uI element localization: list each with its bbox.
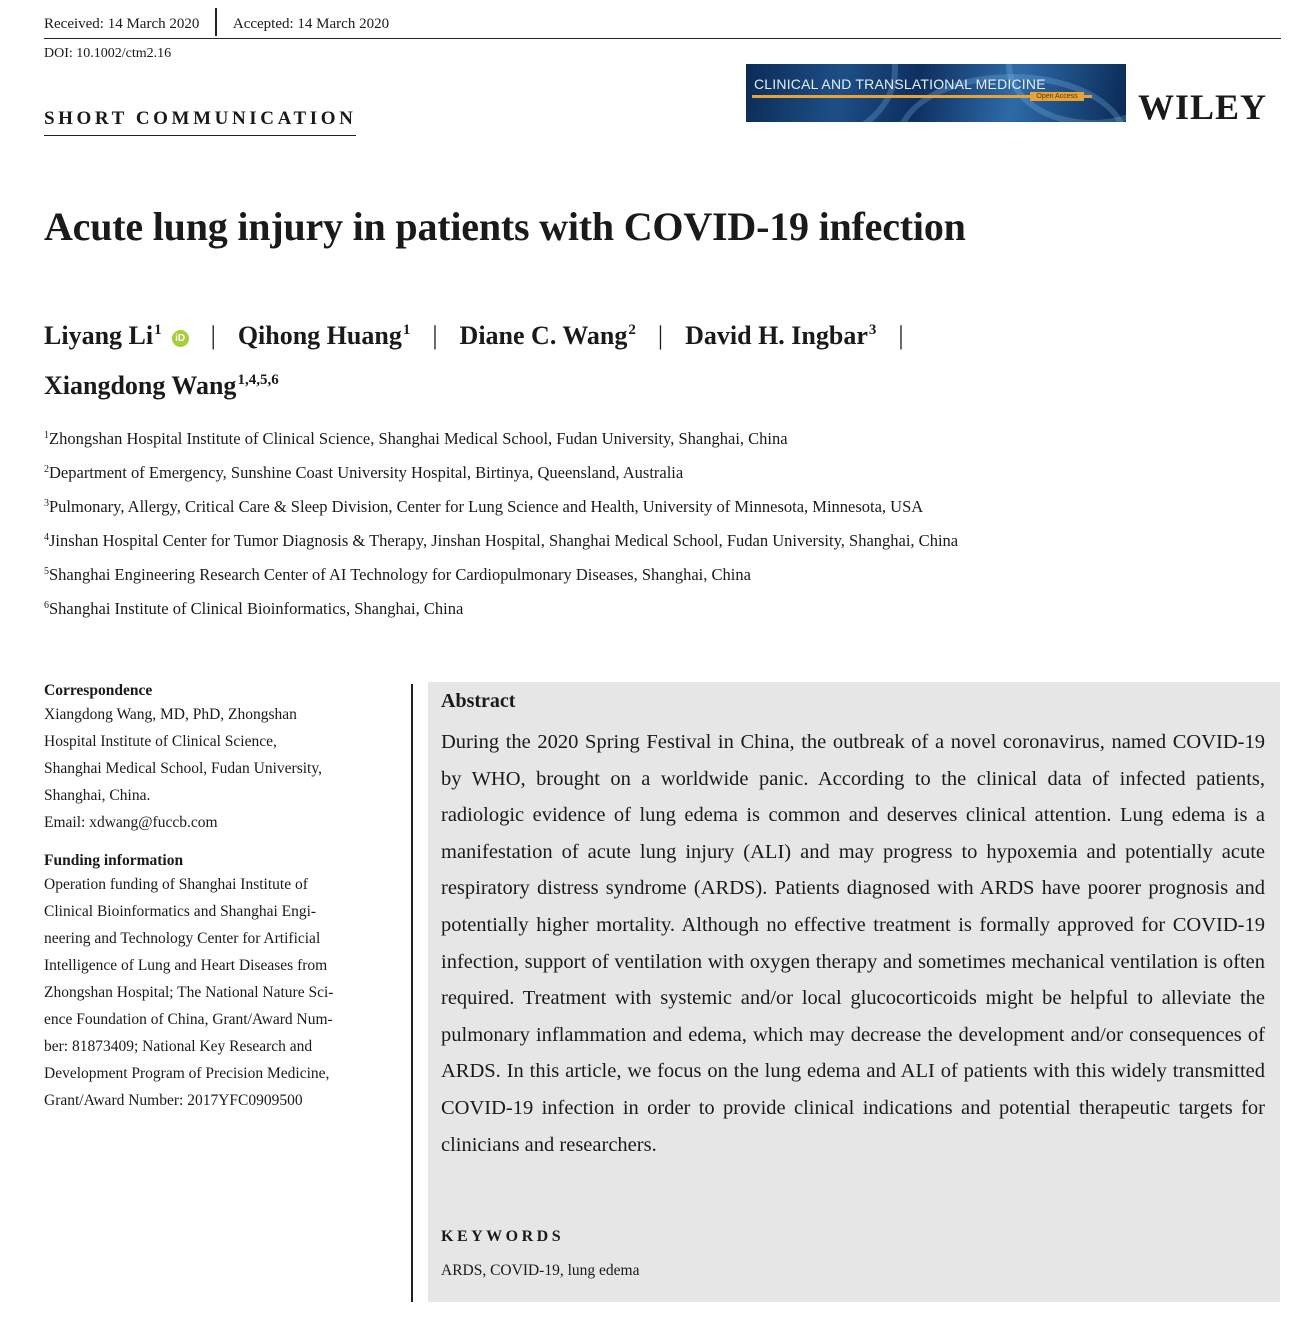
article-type: SHORT COMMUNICATION xyxy=(44,108,356,136)
abstract-box xyxy=(428,682,1280,1302)
correspondence-block xyxy=(44,682,404,836)
funding-heading: Funding information xyxy=(44,852,184,869)
correspondence-email[interactable]: Email: xdwang@fuccb.com xyxy=(44,814,218,831)
article-title: Acute lung injury in patients with COVID-19 infection xyxy=(44,204,966,249)
author-separator: | xyxy=(210,321,216,350)
accepted-date: Accepted: 14 March 2020 xyxy=(232,15,390,32)
affiliation: $^6$Shanghai Institute of Clinical Bioinformatics, Shanghai, China xyxy=(44,599,464,618)
author[interactable]: Liyang Li$^1$ xyxy=(44,321,162,350)
funding-line: ber: 81873409; National Key Research and xyxy=(44,1038,313,1055)
author-list xyxy=(44,308,926,408)
correspondence-heading: Correspondence xyxy=(44,682,153,699)
column-divider xyxy=(411,684,413,1302)
author[interactable]: Qihong Huang$^1$ xyxy=(237,321,411,350)
affiliation: $^5$Shanghai Engineering Research Center of AI Technology for Cardiopulmonary Diseases, Shanghai, China xyxy=(44,565,751,584)
journal-banner[interactable] xyxy=(746,64,1126,122)
correspondence-line: Shanghai, China. xyxy=(44,787,151,804)
author[interactable]: David H. Ingbar$^3$ xyxy=(685,321,877,350)
dates-divider xyxy=(215,8,217,36)
funding-line: Intelligence of Lung and Heart Diseases from xyxy=(44,957,328,974)
banner-swirl xyxy=(746,64,898,122)
keywords-heading: KEYWORDS xyxy=(441,1228,565,1245)
doi[interactable]: DOI: 10.1002/ctm2.16 xyxy=(44,46,172,61)
orcid-icon[interactable]: iD xyxy=(172,330,189,347)
journal-name: CLINICAL AND TRANSLATIONAL MEDICINE xyxy=(754,76,1046,92)
funding-line: Grant/Award Number: 2017YFC0909500 xyxy=(44,1092,303,1109)
correspondence-line: Xiangdong Wang, MD, PhD, Zhongshan xyxy=(44,706,297,723)
funding-line: ence Foundation of China, Grant/Award Num- xyxy=(44,1011,333,1028)
funding-block xyxy=(44,852,404,1114)
keywords: ARDS, COVID-19, lung edema xyxy=(441,1262,640,1279)
funding-line: Zhongshan Hospital; The National Nature Sci- xyxy=(44,984,334,1001)
affiliation: $^3$Pulmonary, Allergy, Critical Care & Sleep Division, Center for Lung Science and Health, University of Minnesota, Minnesota, USA xyxy=(44,497,924,516)
funding-line: neering and Technology Center for Artificial xyxy=(44,930,321,947)
author-separator: | xyxy=(432,321,438,350)
publisher-logo[interactable]: WILEY xyxy=(1138,87,1268,127)
open-access-badge: Open Access xyxy=(1030,92,1084,101)
author-line-1 xyxy=(44,308,926,358)
correspondence-line: Shanghai Medical School, Fudan University, xyxy=(44,760,322,777)
side-column xyxy=(44,682,404,1114)
funding-line: Clinical Bioinformatics and Shanghai Engi- xyxy=(44,903,317,920)
author-line-2 xyxy=(44,358,926,408)
affiliation: $^1$Zhongshan Hospital Institute of Clinical Science, Shanghai Medical School, Fudan University, Shanghai, China xyxy=(44,429,788,448)
abstract-text: During the 2020 Spring Festival in China, the outbreak of a novel coronavirus, named COVID-19 by WHO, brought on a worldwide panic. According to the clinical data of infected patients, radiologic evidence of lung edema is common and deserves clinical attention. Lung edema is a manifestation of acute lung injury (ALI) and may progress to hypoxemia and potentially acute respiratory distress syndrome (ARDS). Patients diagnosed with ARDS have poorer prognosis and potentially higher mortality. Although no effective treatment is formally approved for COVID-19 infection, support of ventilation with oxygen therapy and sometimes mechanical ventilation is often required. Treatment with systemic and/or local glucocorticoids might be helpful to alleviate the pulmonary inflammation and edema, which may decrease the development and/or consequences of ARDS. In this article, we focus on the lung edema and ALI of patients with this widely transmitted COVID-19 infection in order to provide clinical indications and potential therapeutic targets for clinicians and researchers. xyxy=(441,731,1265,1156)
affiliation: $^2$Department of Emergency, Sunshine Coast University Hospital, Birtinya, Queensland, Australia xyxy=(44,463,684,482)
author[interactable]: Diane C. Wang$^2$ xyxy=(459,321,636,350)
correspondence-line: Hospital Institute of Clinical Science, xyxy=(44,733,277,750)
dates-row xyxy=(44,10,389,38)
affiliations xyxy=(44,424,958,628)
received-date: Received: 14 March 2020 xyxy=(44,15,200,32)
author-separator: | xyxy=(898,321,904,350)
funding-line: Operation funding of Shanghai Institute of xyxy=(44,876,308,893)
funding-line: Development Program of Precision Medicine, xyxy=(44,1065,330,1082)
author[interactable]: Xiangdong Wang$^{1,4,5,6}$ xyxy=(44,371,279,400)
affiliation: $^4$Jinshan Hospital Center for Tumor Diagnosis & Therapy, Jinshan Hospital, Shanghai Medical School, Fudan University, Shanghai, China xyxy=(44,531,959,550)
abstract-heading: Abstract xyxy=(441,690,516,712)
author-separator: | xyxy=(657,321,664,350)
